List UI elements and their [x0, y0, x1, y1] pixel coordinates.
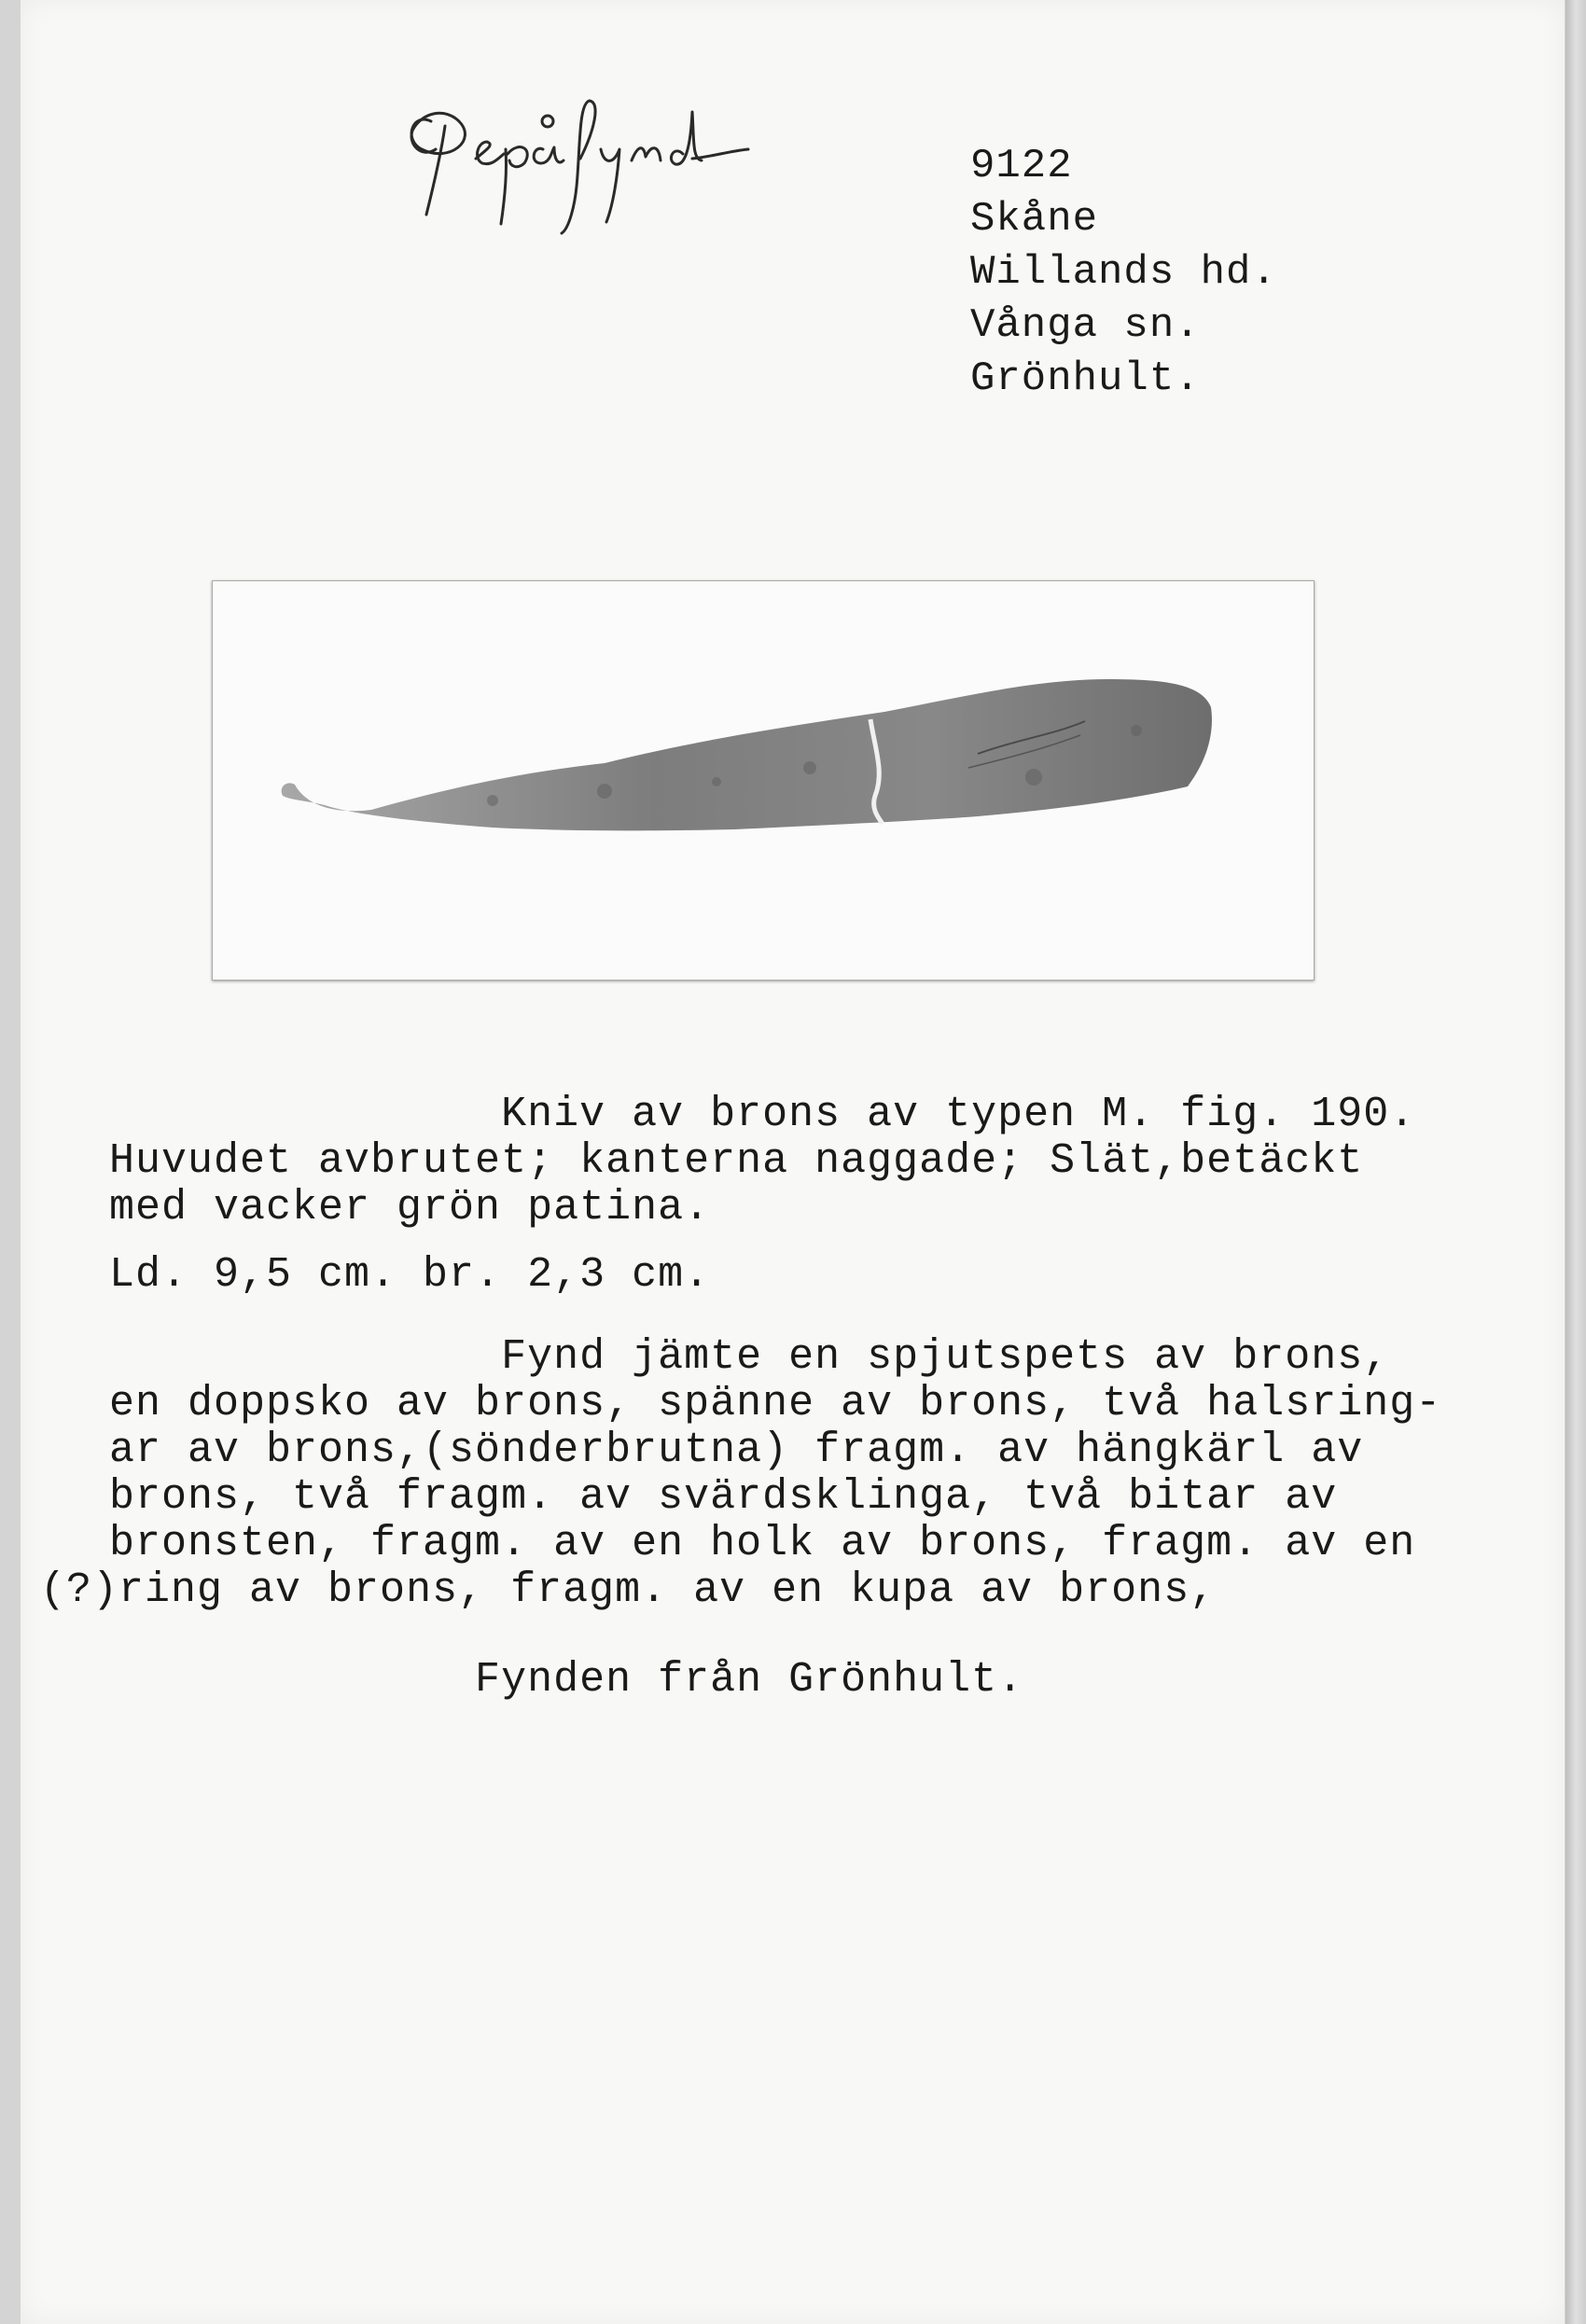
archive-card: [21, 0, 1565, 2324]
catalogue-number: 9122: [970, 143, 1073, 189]
catalogue-address: [970, 140, 1277, 406]
find-last-text: ring av brons, fragm. av en kupa av brons,: [118, 1566, 1217, 1614]
find-line: Fynd jämte en spjutspets av brons,: [109, 1333, 1390, 1381]
description-line: Huvudet avbrutet; kanterna naggade; Slät,betäckt: [109, 1137, 1364, 1185]
find-line: en doppsko av brons, spänne av brons, två halsring-: [109, 1380, 1442, 1427]
find-line: brons, två fragm. av svärdsklinga, två bitar av: [109, 1473, 1338, 1521]
measurements: Ld. 9,5 cm. br. 2,3 cm.: [109, 1251, 711, 1299]
description-line: Kniv av brons av typen M. fig. 190.: [109, 1091, 1416, 1138]
hundred-district: Willands hd.: [970, 249, 1277, 296]
artifact-photo: [212, 580, 1315, 981]
parish: Vånga sn.: [970, 302, 1201, 349]
find-line: ar av brons,(sönderbrutna) fragm. av hängkärl av: [109, 1426, 1364, 1474]
bronze-knife-image: [213, 581, 1314, 980]
handwriting-image: [394, 56, 823, 243]
find-line-last: [40, 1566, 1565, 1614]
footer-note: Fynden från Grönhult.: [109, 1656, 1024, 1704]
card-edge: [1565, 0, 1586, 2324]
find-line: bronsten, fragm. av en holk av brons, fragm. av en: [109, 1520, 1416, 1567]
find-place: Grönhult.: [970, 355, 1201, 402]
uncertain-mark: (?): [40, 1566, 119, 1614]
description-line: med vacker grön patina.: [109, 1184, 711, 1232]
handwritten-heading: [394, 56, 823, 243]
typed-description: [40, 1091, 1565, 1704]
province: Skåne: [970, 196, 1099, 243]
